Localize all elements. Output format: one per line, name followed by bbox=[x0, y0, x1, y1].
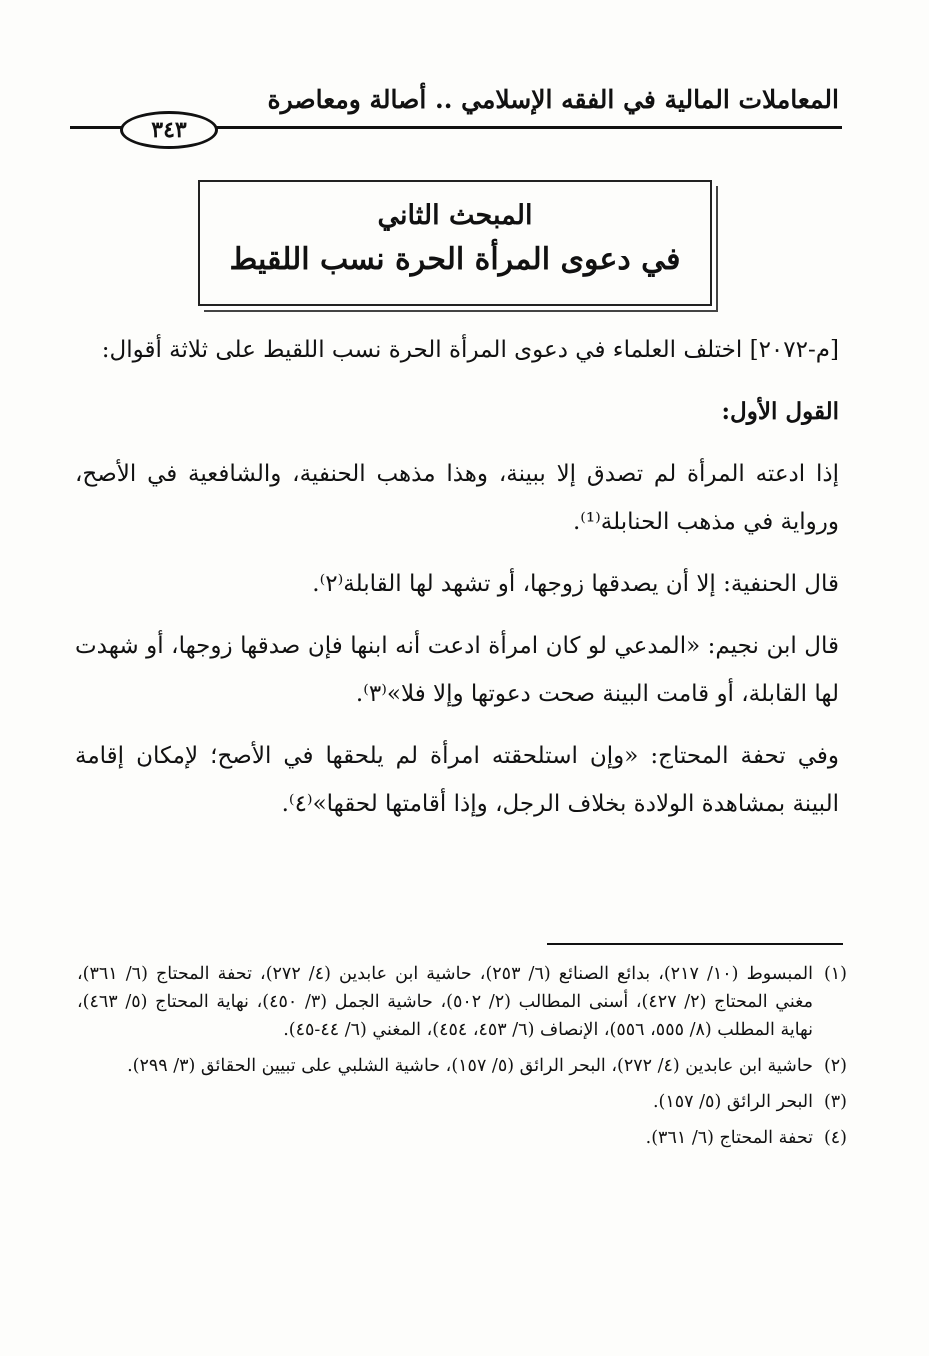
paragraph-ibn-nujaym: قال ابن نجيم: «المدعي لو كان امرأة ادعت أنه ابنها فإن صدقها زوجها، أو شهدت لها القابلة، أو قامت البينة صحت دعوتها وإلا فلا»⁽٣⁾. bbox=[75, 633, 839, 707]
footnote-number: (٢) bbox=[823, 1056, 847, 1076]
footnote-number: (٤) bbox=[823, 1128, 847, 1148]
running-title: المعاملات المالية في الفقه الإسلامي .. أصالة ومعاصرة bbox=[267, 85, 839, 114]
paragraph-hanafi: قال الحنفية: إلا أن يصدقها زوجها، أو تشهد لها القابلة⁽٢⁾. bbox=[312, 571, 839, 597]
paragraph-tuhfat: وفي تحفة المحتاج: «وإن استلحقته امرأة لم يلحقها في الأصح؛ لإمكان إقامة البينة بمشاهدة الولادة بخلاف الرجل، وإذا أقامتها لحقها»⁽٤⁾. bbox=[75, 743, 839, 817]
footnote-3 bbox=[77, 1088, 847, 1116]
first-opinion-heading: القول الأول: bbox=[721, 398, 839, 425]
footnote-4 bbox=[77, 1124, 847, 1152]
paragraph-first-opinion: إذا ادعته المرأة لم تصدق إلا ببينة، وهذا مذهب الحنفية، والشافعية في الأصح، ورواية في مذهب الحنابلة⁽¹⁾. bbox=[75, 461, 839, 535]
footnote-number: (١) bbox=[823, 964, 847, 984]
footnote-text: البحر الرائق (٥/ ١٥٧). bbox=[652, 1092, 813, 1112]
footnote-number: (٣) bbox=[823, 1092, 847, 1112]
footnote-text: تحفة المحتاج (٦/ ٣٦١). bbox=[645, 1128, 813, 1148]
section-title: المبحث الثاني bbox=[377, 200, 533, 231]
footnote-separator bbox=[547, 943, 843, 945]
footnotes bbox=[77, 960, 847, 1160]
section-title-box bbox=[198, 180, 712, 306]
section-subtitle: في دعوى المرأة الحرة نسب اللقيط bbox=[229, 242, 681, 277]
footnote-text: المبسوط (١٠/ ٢١٧)، بدائع الصنائع (٦/ ٢٥٣)، حاشية ابن عابدين (٤/ ٢٧٢)، تحفة المحتاج (٦/ ٣٦١)، مغني المحتاج (٢/ ٤٢٧)، أسنى المطالب (٢/ ٥٠٢)، حاشية الجمل (٣/ ٤٥٠)، نهاية المحتاج (٥/ ٤٦٣)، نهاية المطلب (٨/ ٥٥٥، ٥٥٦)، الإنصاف (٦/ ٤٥٣، ٤٥٤)، المغني (٦/ ٤٤-٤٥). bbox=[77, 964, 814, 1040]
footnote-1 bbox=[77, 960, 847, 1044]
main-text bbox=[75, 326, 839, 842]
footnote-2 bbox=[77, 1052, 847, 1080]
paragraph-intro: [م-٢٠٧٢] اختلف العلماء في دعوى المرأة الحرة نسب اللقيط على ثلاثة أقوال: bbox=[101, 337, 839, 363]
footnote-text: حاشية ابن عابدين (٤/ ٢٧٢)، البحر الرائق (٥/ ١٥٧)، حاشية الشلبي على تبيين الحقائق (٣/ ٢٩٩). bbox=[127, 1056, 813, 1076]
page-number: ٣٤٣ bbox=[120, 111, 218, 149]
